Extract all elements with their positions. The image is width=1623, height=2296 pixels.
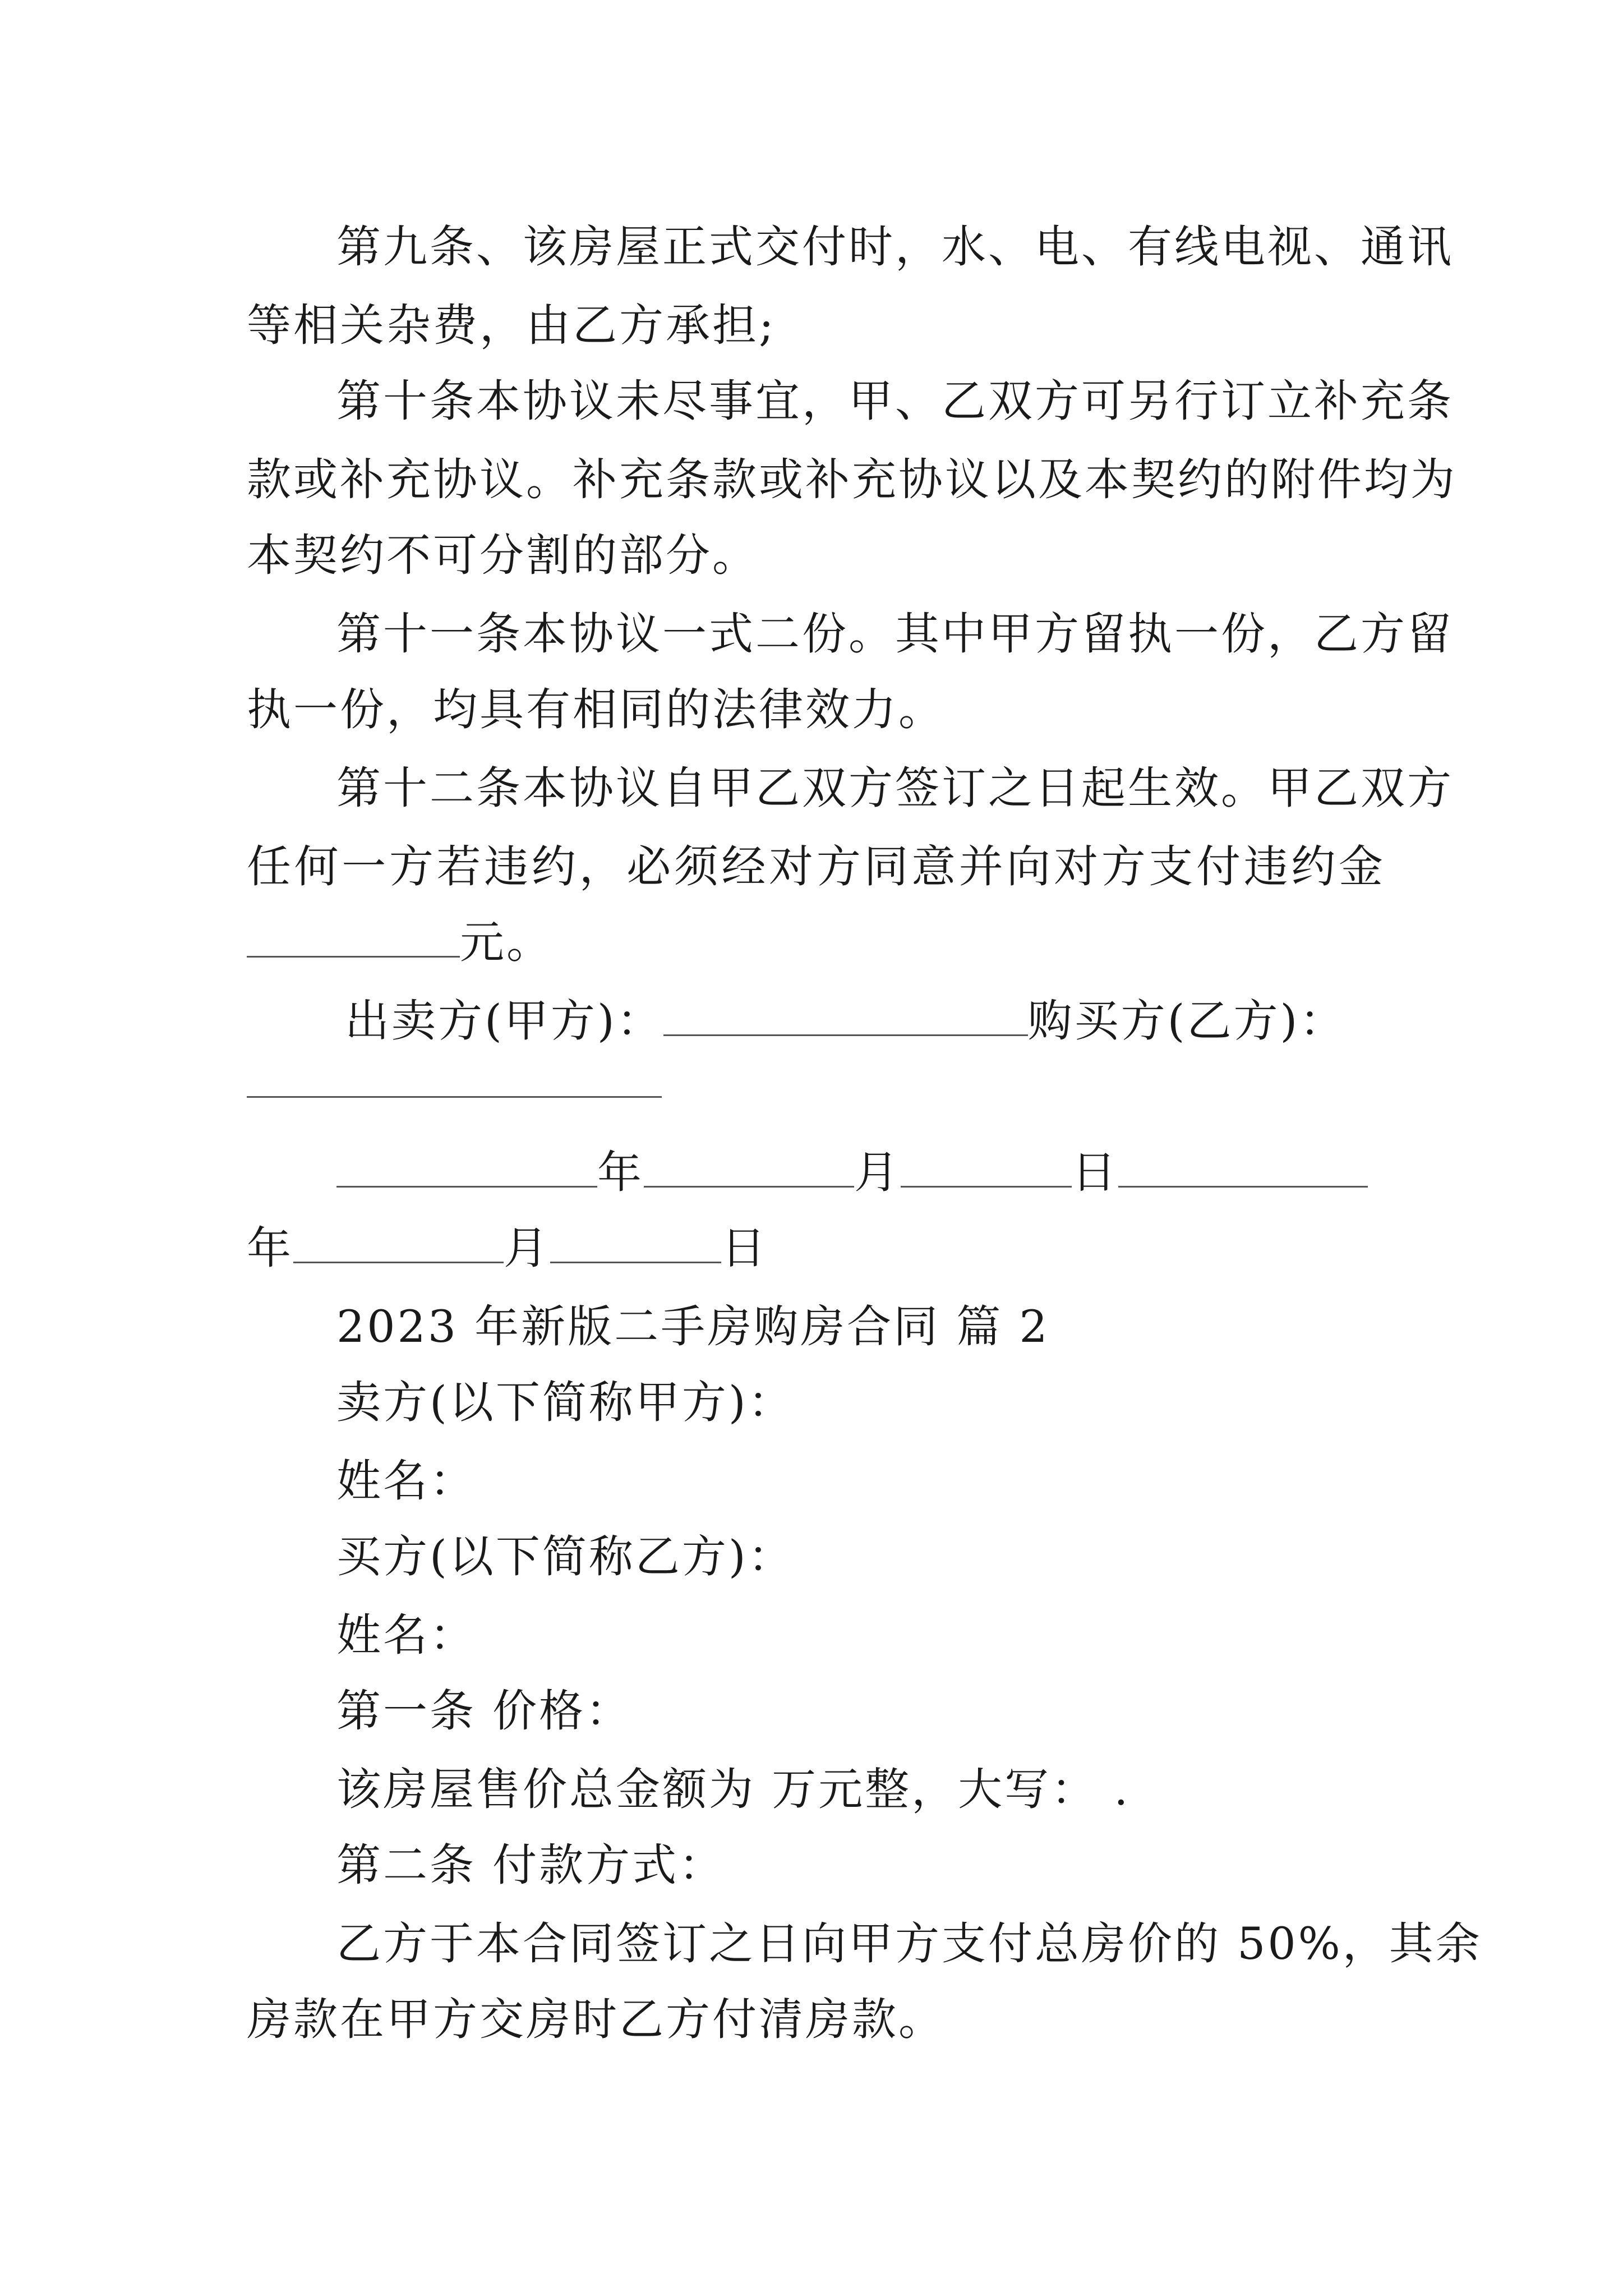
seller-day-label: 日 bbox=[1072, 1147, 1118, 1198]
seller-signature-blank bbox=[663, 995, 1028, 1036]
article-12-line-1: 第十二条本协议自甲乙双方签订之日起生效。甲乙双方 bbox=[336, 762, 1454, 814]
seller-year-label: 年 bbox=[597, 1147, 644, 1198]
buyer-month-label: 月 bbox=[504, 1222, 550, 1274]
article-9-line-2: 等相关杂费，由乙方承担; bbox=[247, 300, 776, 351]
buyer-signature-line bbox=[247, 1055, 1385, 1111]
article-10-line-3: 本契约不可分割的部分。 bbox=[247, 530, 759, 581]
buyer-month-blank bbox=[293, 1222, 504, 1263]
article-11-line-1: 第十一条本协议一式二份。其中甲方留执一份，乙方留 bbox=[336, 608, 1454, 660]
buyer-year-blank bbox=[1118, 1147, 1368, 1188]
buyer-name: 姓名： bbox=[336, 1609, 476, 1661]
seller-name: 姓名： bbox=[336, 1455, 476, 1507]
buyer-day-label: 日 bbox=[721, 1222, 768, 1274]
buyer-day-blank bbox=[550, 1222, 721, 1263]
seller-intro: 卖方(以下简称甲方)： bbox=[336, 1377, 795, 1428]
date-line-2 bbox=[247, 1220, 1385, 1276]
seller-month-blank bbox=[644, 1147, 854, 1188]
penalty-line bbox=[247, 914, 1385, 970]
penalty-amount-blank bbox=[247, 917, 460, 958]
seller-month-label: 月 bbox=[854, 1147, 901, 1198]
buyer-intro: 买方(以下简称乙方)： bbox=[336, 1531, 795, 1582]
seller-label: 出卖方(甲方)： bbox=[345, 995, 663, 1047]
article-9-line-1: 第九条、该房屋正式交付时，水、电、有线电视、通讯 bbox=[336, 221, 1454, 273]
article-2-line-2: 房款在甲方交房时乙方付清房款。 bbox=[247, 1994, 945, 2045]
article-1-title: 第一条 价格： bbox=[336, 1685, 633, 1737]
buyer-signature-blank bbox=[247, 1057, 662, 1098]
buyer-label: 购买方(乙方)： bbox=[1027, 995, 1347, 1047]
article-2-line-1: 乙方于本合同签订之日向甲方支付总房价的 50%，其余 bbox=[336, 1918, 1482, 1970]
seller-day-blank bbox=[901, 1147, 1072, 1188]
article-1-body: 该房屋售价总金额为 万元整，大写： . bbox=[336, 1764, 1131, 1815]
article-10-line-1: 第十条本协议未尽事宜，甲、乙双方可另行订立补充条 bbox=[336, 375, 1454, 427]
date-line-1 bbox=[336, 1144, 1391, 1200]
article-12-line-2: 任何一方若违约，必须经对方同意并向对方支付违约金 bbox=[247, 841, 1385, 892]
part2-heading: 2023 年新版二手房购房合同 篇 2 bbox=[336, 1301, 1050, 1352]
article-11-line-2: 执一份，均具有相同的法律效力。 bbox=[247, 684, 945, 735]
buyer-year-label: 年 bbox=[247, 1222, 293, 1274]
article-10-line-2: 款或补充协议。补充条款或补充协议以及本契约的附件均为 bbox=[247, 454, 1457, 505]
seller-year-blank bbox=[336, 1147, 597, 1188]
signature-parties-line bbox=[345, 993, 1388, 1049]
article-2-title: 第二条 付款方式： bbox=[336, 1839, 726, 1891]
penalty-yuan: 元。 bbox=[460, 917, 553, 968]
